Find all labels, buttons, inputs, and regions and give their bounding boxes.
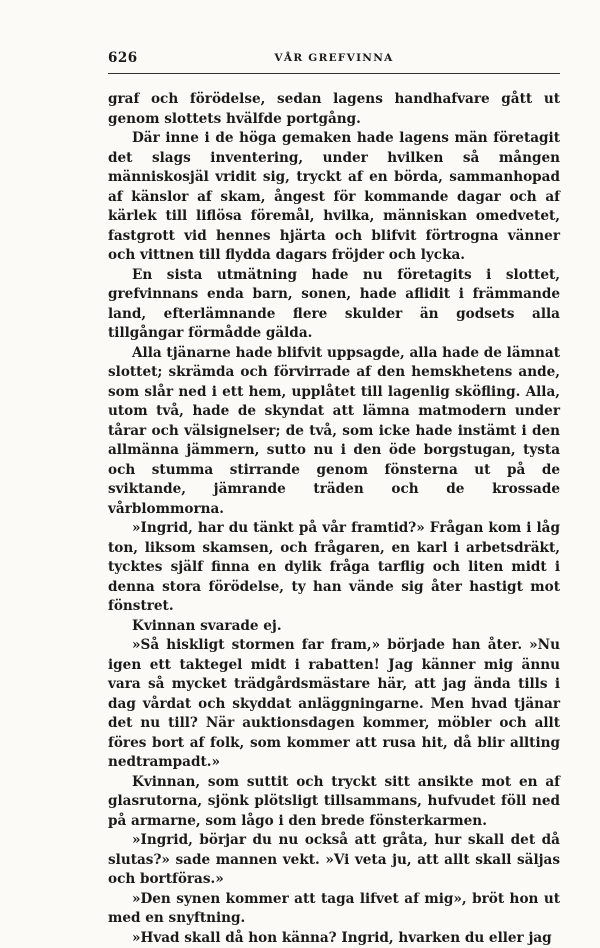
body-text [108, 90, 560, 948]
header-rule [108, 73, 560, 74]
paragraph: »Ingrid, börjar du nu också att gråta, hur skall det då slutas?» sade mannen vekt. »Vi veta ju, att allt skall säljas och bortföras.» [108, 831, 560, 890]
paragraph: En sista utmätning hade nu företagits i slottet, grefvinnans enda barn, sonen, hade aflidit i främmande land, efterlämnande flere skulder än godsets alla tillgångar förmådde gälda. [108, 266, 560, 344]
paragraph: »Så hiskligt stormen far fram,» började han åter. »Nu igen ett taktegel midt i rabatten! Jag känner mig ännu vara så mycket trädgårdsmästare här, att jag ända tills i dag vårdat och skyddat anläggningarne. Men hvad tjänar det nu till? När auktionsdagen kommer, möbler och allt föres bort af folk, som kommer att rusa hit, då blir allting nedtrampadt.» [108, 636, 560, 773]
page-header [108, 50, 560, 68]
paragraph: Kvinnan svarade ej. [108, 617, 560, 637]
paragraph: graf och förödelse, sedan lagens handhafvare gått ut genom slottets hvälfde portgång. [108, 90, 560, 129]
paragraph: »Den synen kommer att taga lifvet af mig», bröt hon ut med en snyftning. [108, 890, 560, 929]
paragraph: »Hvad skall då hon känna? Ingrid, hvarken du eller jag [108, 929, 560, 948]
page-number: 626 [108, 50, 138, 66]
paragraph: Där inne i de höga gemaken hade lagens män företagit det slags inventering, under hvilken så mången människosjäl vridit sig, tryckt af en börda, sammanhopad af känslor af skam, ångest för kommande dagar och af kärlek till liflösa föremål, hvilka, människan omedvetet, fastgrott vid hennes hjärta och blifvit förtrogna vänner och vittnen till flydda dagars fröjder och lycka. [108, 129, 560, 266]
paragraph: Kvinnan, som suttit och tryckt sitt ansikte mot en af glasrutorna, sjönk plötsligt tillsammans, hufvudet föll ned på armarne, som lågo i den brede fönsterkarmen. [108, 773, 560, 832]
paragraph: Alla tjänarne hade blifvit uppsagde, alla hade de lämnat slottet; skrämda och förvirrade af den hemskhetens ande, som slår ned i ett hem, upplåtet till lagenlig sköfling. Alla, utom två, hade de skyndat att lämna matmodern under tårar och välsignelser; de två, som icke hade instämt i den allmänna jämmern, sutto nu i den öde borgstugan, tysta och stumma stirrande genom fönsterna ut på de sviktande, jämrande träden och de krossade vårblommorna. [108, 344, 560, 520]
paragraph: »Ingrid, har du tänkt på vår framtid?» Frågan kom i låg ton, liksom skamsen, och frågaren, en karl i arbetsdräkt, tycktes själf finna en dylik fråga tarflig och liten midt i denna stora förödelse, ty han vände sig åter hastigt mot fönstret. [108, 519, 560, 617]
running-title: VÅR GREFVINNA [108, 52, 560, 64]
